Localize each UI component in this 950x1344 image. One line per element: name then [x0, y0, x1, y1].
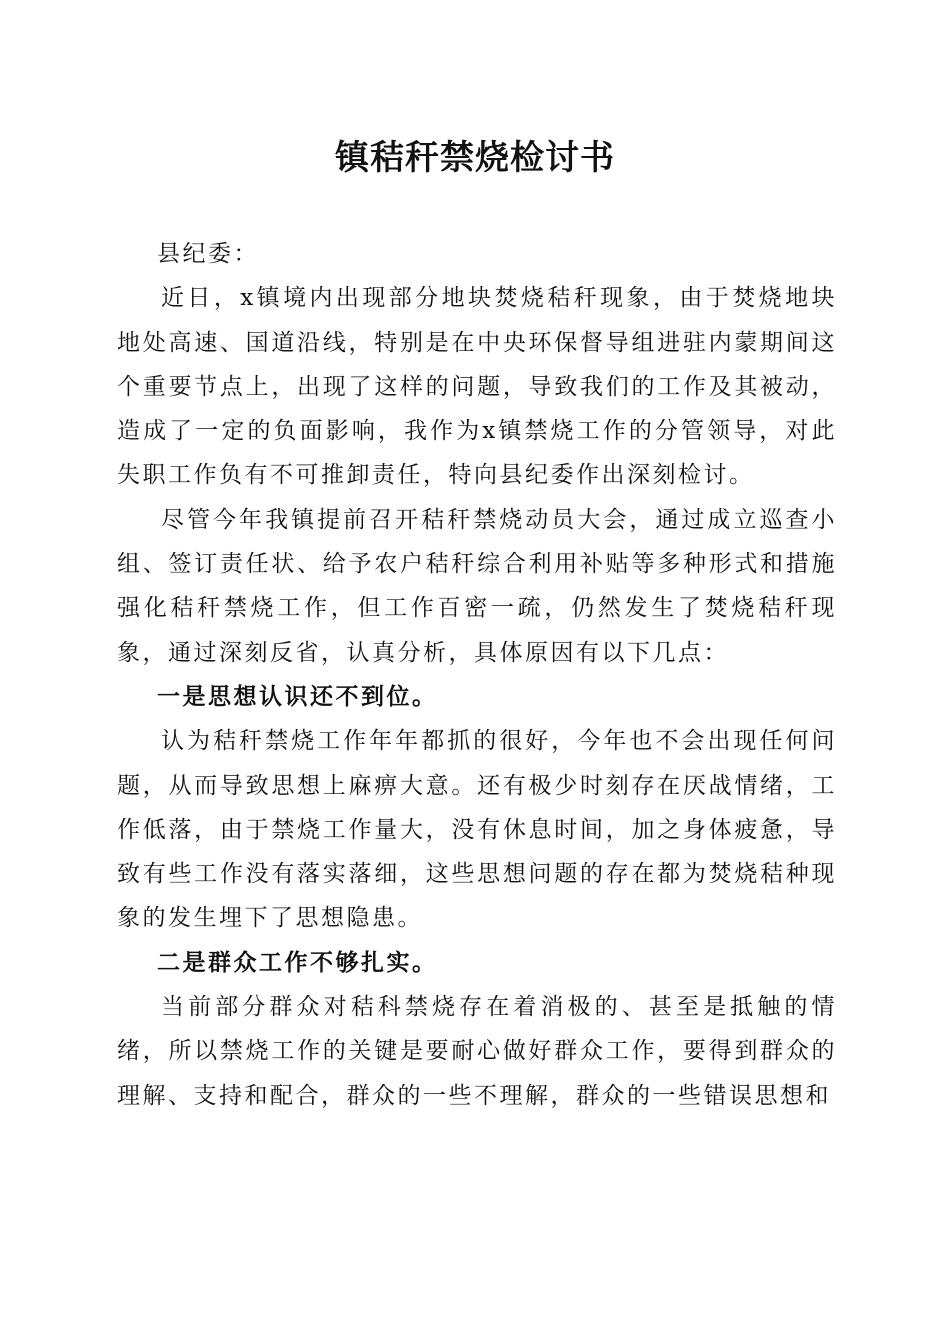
- section-heading-1: 一是思想认识还不到位。: [157, 682, 438, 710]
- paragraph-reason-1: 认为秸秆禁烧工作年年都抓的很好，今年也不会出现任何问题，从而导致思想上麻痹大意。还有极少时刻存在厌战情绪，工作低落，由于禁烧工作量大，没有休息时间，加之身体疲惫，导致有些工作没有落实落细，这些思想问题的存在都为焚烧秸种现象的发生埋下了思想隐患。: [117, 728, 837, 932]
- section-heading-2: 二是群众工作不够扎实。: [157, 948, 438, 976]
- salutation: 县纪委：: [157, 241, 259, 267]
- paragraph-reason-2: 当前部分群众对秸科禁烧存在着消极的、甚至是抵触的情绪，所以禁烧工作的关键是要耐心做好群众工作，要得到群众的理解、支持和配合，群众的一些不理解，群众的一些错误思想和: [117, 994, 837, 1109]
- document-title: 镇秸秆禁烧检讨书: [335, 138, 615, 178]
- paragraph-incident: 近日，x镇境内出现部分地块焚烧秸秆现象，由于焚烧地块地处高速、国道沿线，特别是在中央环保督导组进驻内蒙期间这个重要节点上，出现了这样的问题，导致我们的工作及其被动，造成了一定的负面影响，我作为x镇禁烧工作的分管领导，对此失职工作负有不可推卸责任，特向县纪委作出深刻检讨。: [117, 285, 837, 489]
- paragraph-measures: 尽管今年我镇提前召开秸秆禁烧动员大会，通过成立巡查小组、签订责任状、给予农户秸秆综合利用补贴等多种形式和措施强化秸秆禁烧工作，但工作百密一疏，仍然发生了焚烧秸秆现象，通过深刻反省，认真分析，具体原因有以下几点：: [117, 506, 837, 666]
- document-body: [117, 232, 837, 1118]
